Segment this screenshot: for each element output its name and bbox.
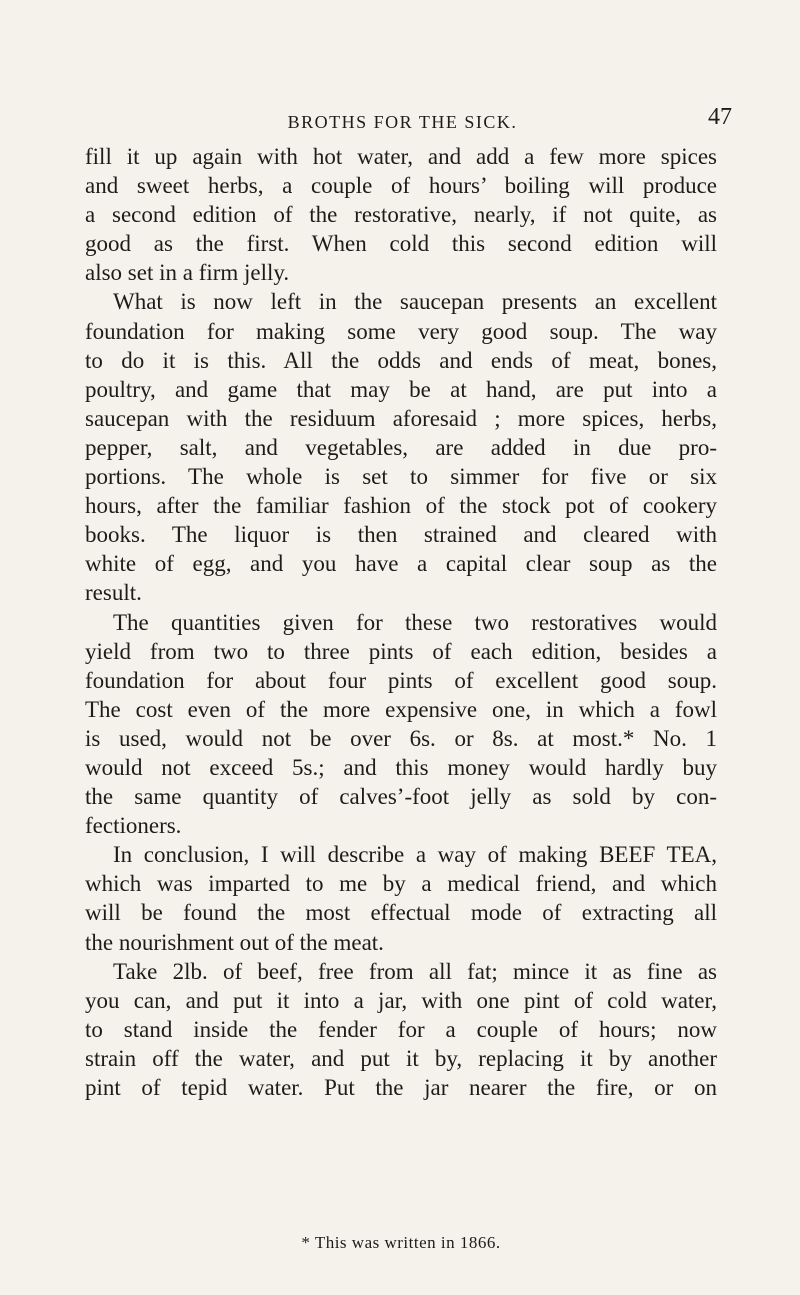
text-line: In conclusion, I will describe a way of making BEEF TEA, — [113, 842, 717, 868]
text-line: will be found the most effectual mode of extracting all — [85, 900, 717, 926]
text-line: pint of tepid water. Put the jar nearer the fire, or on — [85, 1075, 717, 1100]
text-line: poultry, and game that may be at hand, are put into a — [85, 376, 717, 402]
text-line: The quantities given for these two restoratives would — [113, 609, 717, 635]
text-line: result. — [85, 580, 142, 606]
text-line: portions. The whole is set to simmer for five or six — [85, 464, 717, 490]
text-line: is used, would not be over 6s. or 8s. at most.* No. 1 — [85, 725, 717, 751]
text-line: you can, and put it into a jar, with one pint of cold water, — [85, 987, 717, 1013]
text-line: fectioners. — [85, 813, 182, 839]
text-line: a second edition of the restorative, nearly, if not quite, as — [85, 202, 717, 228]
text-line: foundation for about four pints of excellent good soup. — [85, 667, 717, 693]
text-line: to do it is this. All the odds and ends of meat, bones, — [85, 347, 717, 373]
body-text — [85, 142, 717, 1102]
running-head — [85, 104, 732, 134]
text-line: the nourishment out of the meat. — [85, 929, 384, 955]
text-line: white of egg, and you have a capital clear soup as the — [85, 551, 717, 577]
text-line: fill it up again with hot water, and add a few more spices — [85, 144, 717, 169]
text-line: to stand inside the fender for a couple of hours; now — [85, 1016, 717, 1042]
text-line: hours, after the familiar fashion of the stock pot of cookery — [85, 493, 717, 519]
text-line: and sweet herbs, a couple of hours’ boiling will produce — [85, 173, 717, 199]
text-line: strain off the water, and put it by, replacing it by another — [85, 1045, 717, 1071]
text-line: good as the first. When cold this second edition will — [85, 231, 717, 257]
text-line: foundation for making some very good soup. The way — [85, 318, 717, 344]
footnote: * This was written in 1866. — [301, 1233, 501, 1252]
text-line: yield from two to three pints of each edition, besides a — [85, 638, 717, 664]
text-line: Take 2lb. of beef, free from all fat; mince it as fine as — [113, 958, 717, 984]
page-number: 47 — [708, 104, 732, 130]
text-line: which was imparted to me by a medical friend, and which — [85, 871, 717, 897]
running-title: BROTHS FOR THE SICK. — [287, 112, 518, 132]
text-line: the same quantity of calves’-foot jelly as sold by con- — [85, 784, 717, 810]
text-line: would not exceed 5s.; and this money would hardly buy — [85, 754, 717, 780]
text-line: saucepan with the residuum aforesaid ; more spices, herbs, — [85, 405, 717, 431]
text-line: also set in a firm jelly. — [85, 260, 290, 286]
text-line: The cost even of the more expensive one, in which a fowl — [85, 696, 717, 722]
text-line: What is now left in the saucepan presents an excellent — [113, 289, 717, 315]
text-line: pepper, salt, and vegetables, are added in due pro- — [85, 434, 717, 460]
text-line: books. The liquor is then strained and cleared with — [85, 522, 717, 548]
